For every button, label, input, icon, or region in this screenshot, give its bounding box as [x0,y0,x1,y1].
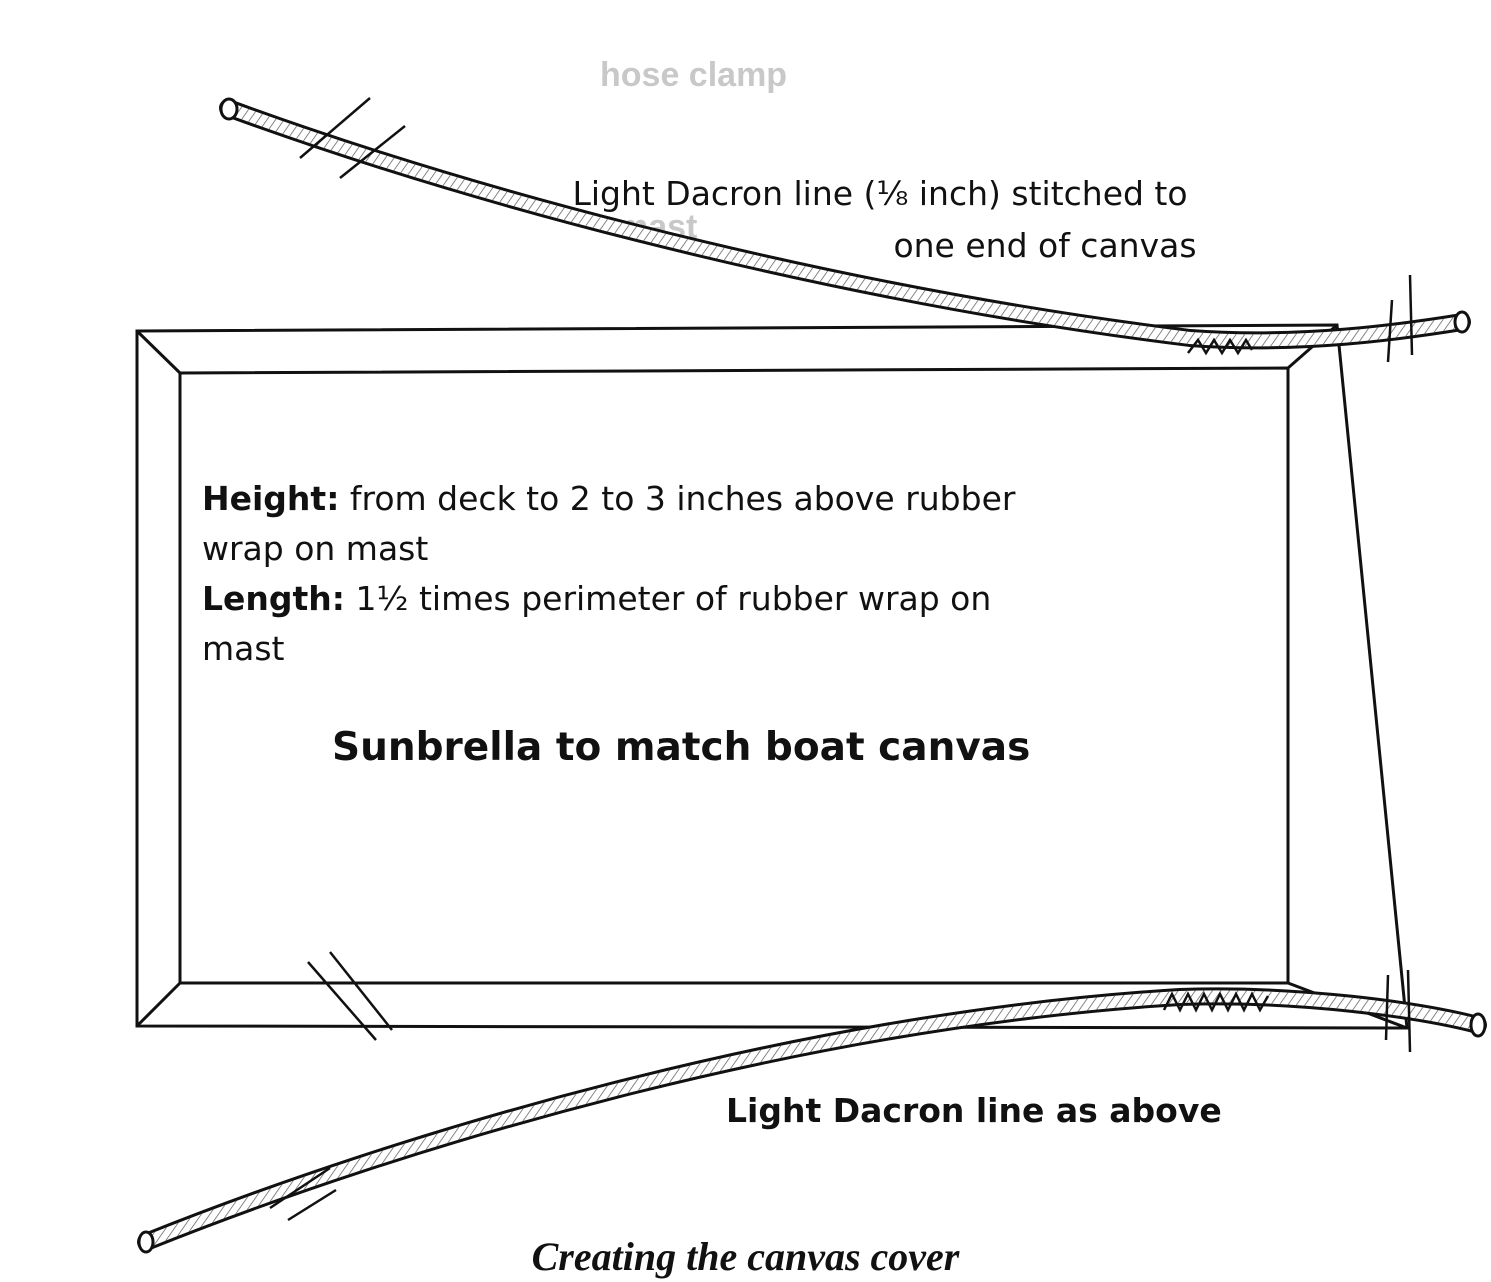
canvas-bevel-bl [137,983,180,1026]
hose-clamp-label: hose clamp [600,56,788,94]
canvas-outer-edge [137,325,1407,1028]
dacron-top-line-2: one end of canvas [893,226,1197,265]
length-key: Length: [202,579,345,618]
length-value: 1½ times perimeter of rubber wrap on mast [202,579,992,668]
height-value: from deck to 2 to 3 inches above rubber wrap on mast [202,479,1016,568]
dimensions-label [202,474,1062,674]
canvas-sheet [137,325,1407,1028]
sunbrella-label: Sunbrella to match boat canvas [332,725,1031,770]
dacron-top-label [540,168,1220,272]
height-spec [202,474,1062,574]
canvas-bevel-tl [137,331,180,373]
length-spec [202,574,1062,674]
dacron-bottom-label: Light Dacron line as above [726,1091,1222,1130]
canvas-inner-edge [180,368,1288,983]
dacron-top-line-1: Light Dacron line (⅛ inch) stitched to [572,174,1188,213]
height-key: Height: [202,479,340,518]
mast-label: mast [618,208,698,246]
figure-caption: Creating the canvas cover [531,1234,960,1279]
